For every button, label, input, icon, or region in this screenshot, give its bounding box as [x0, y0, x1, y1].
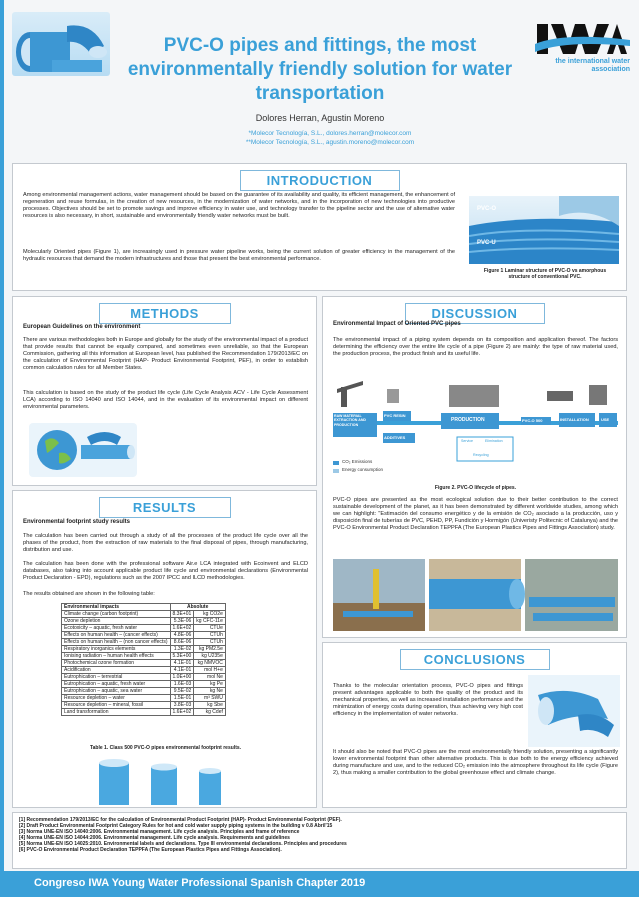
table-header-row	[62, 604, 226, 611]
methods-paragraph-2: This calculation is based on the study of the product life cycle (Life Cycle Analysis ACV - Life Cycle Assessment LCA) according to ISO 14040 and ISO 14044, and in the evaluation of its environmental impact on different environmental parameters.	[23, 390, 308, 410]
introduction-paragraph-2: Molecularly Oriented pipes (Figure 1), are increasingly used in pressure water pipeline works, being the current solution of greater efficiency in the management of the hydraulic resources that demand the modern infrastructures and those that present the best environmental performance.	[23, 249, 455, 262]
table-row	[62, 611, 226, 618]
table-cell-impact: Photochemical ozone formation	[62, 660, 171, 667]
figure-2-caption: Figure 2. PVC-O lifecycle of pipes.	[434, 485, 517, 491]
conclusions-pipe-image	[528, 675, 620, 747]
results-table	[61, 603, 226, 716]
table-cell-impact: Eutrophication – aquatic, fresh water	[62, 681, 171, 688]
table-cell-unit: kg CFC-11e	[194, 618, 226, 625]
reference-item: [3] Norma UNE-EN ISO 14040:2006. Environmental management. Life cycle analysis. Principles and frame of reference	[19, 829, 300, 835]
reference-item: [4] Norma UNE-EN ISO 14044:2006. Environmental management. Life cycle analysis. Requirements and guidelines	[19, 835, 290, 841]
table-cell-impact: Ozone depletion	[62, 618, 171, 625]
lifecycle-diagram	[333, 367, 618, 477]
table-row	[62, 660, 226, 667]
table-cell-unit: CTUh	[194, 632, 226, 639]
conclusions-section	[322, 642, 627, 808]
diagram-product: PVC-O 500	[522, 418, 543, 423]
table-cell-unit: mol Ne	[194, 674, 226, 681]
pvc-structure-image	[469, 196, 619, 264]
diagram-production: PRODUCTION	[451, 417, 485, 423]
table-header-absolute: Absolute	[170, 604, 225, 611]
table-cell-value: 3.8E-03	[170, 702, 194, 709]
table-cell-unit: mol H+e	[194, 667, 226, 674]
table-row	[62, 674, 226, 681]
diagram-use: USE	[601, 417, 610, 422]
results-paragraph-3: The results obtained are shown in the following table:	[23, 591, 155, 597]
table-cell-unit: kg Ne	[194, 688, 226, 695]
footer-banner	[4, 871, 639, 897]
header-pipes-image	[12, 12, 110, 76]
table-cell-impact: Resource depletion – water	[62, 695, 171, 702]
methods-subheading: European Guidelines on the environment	[23, 324, 141, 330]
table-1-caption: Table 1. Class 500 PVC-O pipes environmental footprint results.	[89, 745, 242, 751]
reference-item: [2] Draft Product Environmental Footprint Category Rules for hot and cold water supply piping systems in the building v 0.8 Abril'15	[19, 823, 333, 829]
discussion-subheading: Environmental Impact of Oriented PVC pipes	[333, 321, 461, 327]
table-cell-value: 1.5E-01	[170, 695, 194, 702]
affiliation-2: **Molecor Tecnología, S.L., agustin.moreno@molecor.com	[245, 139, 415, 146]
table-cell-impact: Respiratory inorganics elements	[62, 646, 171, 653]
table-row	[62, 625, 226, 632]
conclusions-paragraph-1: Thanks to the molecular orientation process, PVC-O pipes and fittings present advantages applicable to both the quality of the product and its mechanical properties, as well as increased installation performance and the minimization of energy costs during operation, thus achieving very high cost efficiency in the implementation of water networks.	[333, 683, 523, 717]
results-paragraph-2: The calculation has been done with the professional software Air.e LCA integrated with Ecoinvent and ELCD databases, also taking into account applicable product life cycle and environmental declarations (Environmental Product Declaration - EPD), regulations such as the 2007 IPCC and ILCD methodologies.	[23, 561, 308, 581]
table-cell-value: 8.3E+01	[170, 611, 194, 618]
table-cell-unit: CTUh	[194, 639, 226, 646]
table-cell-impact: Eutrophication – aquatic, sea water	[62, 688, 171, 695]
diagram-installation: INSTALLATION	[560, 417, 589, 422]
table-cell-impact: Effects on human health – (non cancer effects)	[62, 639, 171, 646]
table-cell-value: 4.1E-01	[170, 667, 194, 674]
iwa-logo	[535, 22, 630, 82]
table-cell-unit: kg CO2e	[194, 611, 226, 618]
table-cell-unit: CTUe	[194, 625, 226, 632]
table-cell-impact: Resource depletion – mineral, fossil	[62, 702, 171, 709]
diagram-legend-co2: CO₂ Emissions	[342, 459, 373, 464]
results-subheading: Environmental footprint study results	[23, 519, 131, 525]
table-cell-unit: m³ SWU	[194, 695, 226, 702]
table-row	[62, 709, 226, 716]
diagram-service: Service	[461, 439, 473, 443]
table-cell-impact: Effects on human health – (cancer effects)	[62, 632, 171, 639]
figure-1-caption: Figure 1 Laminar structure of PVC-O vs amorphous structure of conventional PVC.	[483, 268, 607, 280]
table-cell-value: 1.6E-03	[170, 681, 194, 688]
table-row	[62, 702, 226, 709]
left-accent-bar	[0, 0, 4, 897]
table-cell-unit: kg U235e	[194, 653, 226, 660]
table-cell-value: 1.0E+00	[170, 674, 194, 681]
pvc-o-label: PVC-O	[477, 206, 497, 212]
methods-section	[12, 296, 317, 486]
discussion-paragraph-2: PVC-O pipes are presented as the most ecological solution due to their better contribution to the correct sustainable development of the planet, as it has been demonstrated by different worldwide studies, among which we can highlight: "Estimación del consumo energético y de la emisión de CO₂ asociado a la producción, uso y disposición final de tuberías de PVC, PEHD, PP, Fundición y Hormigón (Univeristy Politecnic of Catalunya) and the PVC-O Environmental Product Declaration TEPPFA (The European Plastics Pipes and Fittings Association) study.	[333, 497, 618, 531]
table-cell-unit: kg Pe	[194, 681, 226, 688]
table-row	[62, 688, 226, 695]
introduction-paragraph-1: Among environmental management actions, water management should be based on the guarantee of its availability and quality, its efficient management, the enhancement of regeneration and reuse formulas, in the creation of new resources, in the modernization of water networks, and in the incorporation of new technologies into productive processes. Objectives should be set to promote savings and improve efficiency in water use, and technology transfer to the pipeline sector and the use of alternative water resources is also necessary, in short, sustainable and environmentally friendly water networks must be built.	[23, 192, 455, 219]
table-row	[62, 681, 226, 688]
methods-globe-image	[29, 423, 137, 477]
methods-paragraph-1: There are various methodologies both in Europe and globally for the study of the environmental impact of a product that provide results that cannot be equally compared, and sometimes even unreliable, so that the European Commission, gathering all this information at European level, has published the Recommendation 179/2013/EC on the calculation of Environmental Footprint (HAP- Product Environmental Footprint, PEF), in order to establish common calculation rules for all Member States.	[23, 337, 308, 371]
table-cell-impact: Eutrophication – terrestrial	[62, 674, 171, 681]
references-section	[12, 812, 627, 869]
pvc-o-pipes-image	[93, 757, 243, 805]
introduction-section	[12, 163, 627, 291]
diagram-elimination: Elimination	[485, 439, 503, 443]
results-section	[12, 490, 317, 808]
discussion-heading: DISCUSSION	[405, 303, 545, 324]
reference-item: [1] Recommendation 179/2013/EC for the calculation of Environmental Product Footprint (HAP)- Product Environmental Footprint (PEF).	[19, 817, 342, 823]
table-row	[62, 653, 226, 660]
table-row	[62, 632, 226, 639]
table-row	[62, 646, 226, 653]
reference-item: [5] Norma UNE-EN ISO 14025:2010. Environmental labels and declarations. Type III environmental declarations. Principles and procedures	[19, 841, 347, 847]
table-row	[62, 667, 226, 674]
table-cell-value: 8.6E-06	[170, 639, 194, 646]
table-cell-value: 5.3E-06	[170, 618, 194, 625]
affiliation-1: *Molecor Tecnología, S.L., dolores.herran@molecor.com	[248, 130, 412, 137]
table-cell-value: 4.1E-01	[170, 660, 194, 667]
table-cell-value: 4.8E-06	[170, 632, 194, 639]
table-cell-impact: Climate change (carbon footprint)	[62, 611, 171, 618]
poster-title: PVC-O pipes and fittings, the most environmentally friendly solution for water transportation	[127, 35, 513, 104]
table-cell-unit: kg NMVOC	[194, 660, 226, 667]
results-heading: RESULTS	[99, 497, 231, 518]
conclusions-heading: CONCLUSIONS	[400, 649, 550, 670]
table-cell-value: 1.6E+02	[170, 625, 194, 632]
results-paragraph-1: The calculation has been carried out through a study of all the processes of the product life cycle over all the phases of the product, from the extraction of raw materials to the final disposal of pipes, through manufacturing, distribution and use.	[23, 533, 308, 553]
table-cell-unit: kg PM2.5e	[194, 646, 226, 653]
table-row	[62, 695, 226, 702]
diagram-legend-energy: Energy consumption	[342, 467, 384, 472]
table-row	[62, 639, 226, 646]
conclusions-paragraph-2: It should also be noted that PVC-O pipes are the most environmentally friendly solution, presenting a significantly lower environmental footprint than other alternative products. This is due both to the energy efficiency achieved during manufacture and use, and to the reduced CO₂ emission into the atmosphere throughout its life cycle (Figure 2), thus making a smaller contribution to the global greenhouse effect and climate change.	[333, 749, 618, 776]
table-row	[62, 618, 226, 625]
table-cell-impact: Land transformation	[62, 709, 171, 716]
discussion-section	[322, 296, 627, 638]
table-cell-value: 1.3E-02	[170, 646, 194, 653]
table-header-impacts: Environmental impacts	[62, 604, 171, 611]
iwa-logo-subtitle: the international water association	[555, 58, 630, 73]
discussion-paragraph-1: The environmental impact of a piping system depends on its composition and application thereof. The factors determining the efficiency over the entire life cycle of a pipe (Figure 2) are mainly: the type of raw material used, the production process, the product finish and its useful life.	[333, 337, 618, 357]
table-cell-impact: Ionising radiation – human health effects	[62, 653, 171, 660]
reference-item: [6] PVC-O Environmental Product Declaration TEPPFA (The European Plastics Pipes and Fittings Association).	[19, 847, 282, 853]
diagram-pvc-resin: PVC RESIN	[384, 413, 406, 418]
footer-text: Congreso IWA Young Water Professional Spanish Chapter 2019	[34, 877, 366, 889]
authors: Dolores Herran, Agustin Moreno	[255, 113, 385, 123]
table-cell-impact: Ecotoxicity – aquatic, fresh water	[62, 625, 171, 632]
table-cell-impact: Acidification	[62, 667, 171, 674]
diagram-recycling: Recycling	[473, 453, 489, 457]
methods-heading: METHODS	[99, 303, 231, 324]
table-cell-value: 9.5E-02	[170, 688, 194, 695]
installation-photos	[333, 559, 618, 631]
diagram-additives: ADDITIVES	[384, 435, 406, 440]
table-cell-unit: kg Sbe	[194, 702, 226, 709]
table-cell-unit: kg Cdef	[194, 709, 226, 716]
table-cell-value: 5.3E+00	[170, 653, 194, 660]
introduction-heading: INTRODUCTION	[240, 170, 400, 191]
pvc-u-label: PVC-U	[477, 240, 496, 246]
table-cell-value: 1.6E+02	[170, 709, 194, 716]
diagram-raw-material: RAW MATERIAL EXTRACTION AND PRODUCTION	[334, 414, 367, 427]
